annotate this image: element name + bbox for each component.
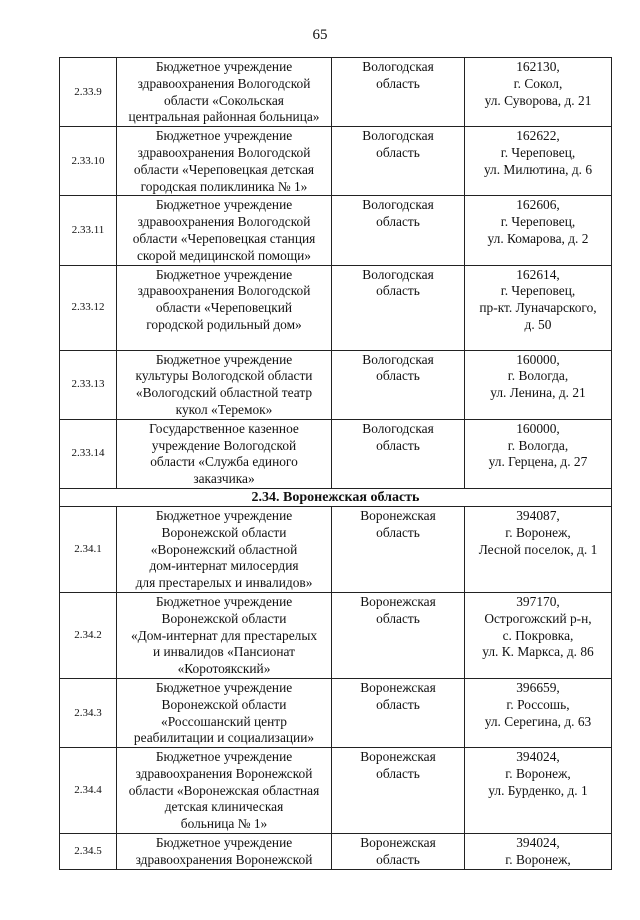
institution-name-line: Бюджетное учреждение — [155, 351, 293, 367]
table-row — [60, 350, 612, 419]
institution-name-line: здравоохранения Вологодской — [137, 144, 311, 160]
institution-name-line: области «Служба единого — [150, 454, 298, 470]
region-name-cell — [332, 834, 465, 870]
institution-name-line: области «Сокольская — [164, 92, 284, 108]
region-name-line: область — [376, 437, 420, 453]
address-line: г. Воронеж, — [505, 851, 571, 867]
region-name-line: область — [376, 75, 420, 91]
institution-name-line: области «Череповецкая детская — [133, 161, 315, 177]
region-name-cell — [332, 350, 465, 419]
institution-name-line: Бюджетное учреждение — [155, 679, 293, 695]
region-name-line: область — [376, 696, 420, 712]
institution-name-cell — [117, 265, 332, 350]
region-name-line: Воронежская — [360, 507, 436, 523]
institution-name-line: больница № 1» — [180, 816, 268, 832]
institution-name-cell — [117, 748, 332, 834]
section-header-row — [60, 488, 612, 506]
address-line: 394087, — [516, 507, 560, 523]
row-number: 2.33.11 — [60, 196, 117, 265]
address-line: ул. Милютина, д. 6 — [483, 161, 593, 177]
table-row — [60, 506, 612, 592]
address-cell — [465, 506, 612, 592]
institution-name-line: реабилитации и социализации» — [133, 730, 315, 746]
address-cell — [465, 748, 612, 834]
institution-name-line: «Россошанский центр — [161, 713, 287, 729]
table-row — [60, 265, 612, 350]
institution-name-line: здравоохранения Воронежской — [135, 851, 313, 867]
institution-name-line: центральная районная больница» — [128, 109, 320, 125]
address-cell — [465, 678, 612, 747]
address-line: г. Череповец, — [500, 214, 576, 230]
address-line: 396659, — [516, 679, 560, 695]
row-number: 2.34.4 — [60, 748, 117, 834]
institution-name-line: Воронежской области — [161, 610, 287, 626]
region-name-cell — [332, 678, 465, 747]
address-cell — [465, 834, 612, 870]
table-row — [60, 748, 612, 834]
institution-name-line: «Дом-интернат для престарелых — [130, 627, 318, 643]
region-name-cell — [332, 265, 465, 350]
institution-name-line: области «Воронежская областная — [128, 782, 320, 798]
institution-name-line: «Коротоякский» — [177, 661, 271, 677]
region-name-cell — [332, 592, 465, 678]
address-line: ул. Ленина, д. 21 — [490, 385, 586, 401]
address-line: 397170, — [516, 593, 560, 609]
row-number: 2.33.9 — [60, 58, 117, 127]
institution-name-line: городская поликлиника № 1» — [140, 178, 308, 194]
region-name-line: Вологодская — [362, 128, 434, 144]
region-name-line: Вологодская — [362, 266, 434, 282]
table-row — [60, 592, 612, 678]
institution-name-cell — [117, 127, 332, 196]
institution-name-line: здравоохранения Вологодской — [137, 214, 311, 230]
institution-name-line: области «Череповецкий — [155, 300, 293, 316]
institution-name-line: культуры Вологодской области — [135, 368, 313, 384]
institution-name-line: скорой медицинской помощи» — [136, 247, 311, 263]
region-name-line: область — [376, 283, 420, 299]
region-name-line: Вологодская — [362, 420, 434, 436]
address-line: 162614, — [516, 266, 560, 282]
address-line: 162606, — [516, 197, 560, 213]
institution-name-line: области «Череповецкая станция — [132, 230, 316, 246]
address-cell — [465, 592, 612, 678]
institution-name-line: Государственное казенное — [149, 420, 299, 436]
institution-name-line: Воронежской области — [161, 524, 287, 540]
region-name-line: область — [376, 214, 420, 230]
region-name-line: область — [376, 765, 420, 781]
region-name-line: область — [376, 144, 420, 160]
institution-name-line: и инвалидов «Пансионат — [153, 644, 295, 660]
address-line: 394024, — [516, 835, 560, 851]
region-name-line: область — [376, 368, 420, 384]
address-line: 160000, — [516, 420, 560, 436]
address-line: ул. Суворова, д. 21 — [484, 92, 592, 108]
address-line: д. 50 — [524, 316, 552, 332]
address-line: г. Вологда, — [507, 437, 569, 453]
row-number: 2.33.14 — [60, 419, 117, 488]
address-cell — [465, 196, 612, 265]
address-cell — [465, 127, 612, 196]
row-number: 2.33.12 — [60, 265, 117, 350]
table-row — [60, 196, 612, 265]
institution-name-cell — [117, 196, 332, 265]
address-line: 160000, — [516, 351, 560, 367]
region-name-cell — [332, 419, 465, 488]
address-line: 162130, — [516, 59, 560, 74]
address-line: г. Россошь, — [506, 696, 570, 712]
row-number: 2.34.2 — [60, 592, 117, 678]
institution-name-line: здравоохранения Вологодской — [137, 283, 311, 299]
institution-name-line: Бюджетное учреждение — [155, 749, 293, 765]
address-line: ул. Комарова, д. 2 — [487, 230, 589, 246]
institution-name-line: Бюджетное учреждение — [155, 128, 293, 144]
institution-name-line: учреждение Вологодской — [151, 437, 297, 453]
institution-name-line: Воронежской области — [161, 696, 287, 712]
region-name-line: Воронежская — [360, 749, 436, 765]
institution-name-line: «Воронежский областной — [150, 541, 298, 557]
address-line: 162622, — [516, 128, 560, 144]
institution-name-cell — [117, 419, 332, 488]
address-cell — [465, 265, 612, 350]
institution-name-line: городской родильный дом» — [146, 316, 302, 332]
region-name-line: Вологодская — [362, 351, 434, 367]
region-name-line: Воронежская — [360, 679, 436, 695]
row-number: 2.33.10 — [60, 127, 117, 196]
institution-name-line: Бюджетное учреждение — [155, 59, 293, 74]
row-number: 2.33.13 — [60, 350, 117, 419]
address-line: с. Покровка, — [502, 627, 574, 643]
institution-name-line: Бюджетное учреждение — [155, 593, 293, 609]
address-line: ул. К. Маркса, д. 86 — [482, 644, 594, 660]
region-name-line: Вологодская — [362, 59, 434, 74]
institution-name-cell — [117, 834, 332, 870]
institution-name-line: здравоохранения Воронежской — [135, 765, 313, 781]
institution-name-line: дом-интернат милосердия — [149, 558, 299, 574]
address-line: г. Сокол, — [513, 75, 563, 91]
institution-name-cell — [117, 592, 332, 678]
institution-name-cell — [117, 506, 332, 592]
address-line: ул. Серегина, д. 63 — [484, 713, 592, 729]
region-name-cell — [332, 196, 465, 265]
table-row — [60, 58, 612, 127]
institution-name-cell — [117, 678, 332, 747]
institution-name-line: детская клиническая — [164, 799, 284, 815]
institution-name-cell — [117, 350, 332, 419]
institution-name-cell — [117, 58, 332, 127]
address-line: пр-кт. Луначарского, — [479, 300, 597, 316]
address-line: Лесной поселок, д. 1 — [478, 541, 598, 557]
region-name-line: область — [376, 610, 420, 626]
page-number: 65 — [312, 27, 328, 43]
region-name-line: Воронежская — [360, 835, 436, 851]
institution-name-line: Бюджетное учреждение — [155, 507, 293, 523]
region-name-cell — [332, 506, 465, 592]
region-name-line: Вологодская — [362, 197, 434, 213]
region-name-cell — [332, 58, 465, 127]
region-name-line: область — [376, 524, 420, 540]
table-row — [60, 678, 612, 747]
institution-name-line: Бюджетное учреждение — [155, 197, 293, 213]
address-line: г. Воронеж, — [505, 765, 571, 781]
institution-name-line: Бюджетное учреждение — [155, 266, 293, 282]
address-line: г. Воронеж, — [505, 524, 571, 540]
institution-name-line: «Вологодский областной театр — [135, 385, 313, 401]
institution-name-line: кукол «Теремок» — [175, 401, 273, 417]
institutions-table — [59, 57, 612, 870]
region-name-line: Воронежская — [360, 593, 436, 609]
address-line: г. Вологда, — [507, 368, 569, 384]
table-row — [60, 834, 612, 870]
address-line: 394024, — [516, 749, 560, 765]
address-cell — [465, 350, 612, 419]
region-name-cell — [332, 127, 465, 196]
section-title: 2.34. Воронежская область — [60, 488, 612, 506]
institution-name-line: здравоохранения Вологодской — [137, 75, 311, 91]
institution-name-line: для престарелых и инвалидов» — [135, 575, 313, 591]
address-line: Острогожский р-н, — [484, 610, 592, 626]
region-name-line: область — [376, 851, 420, 867]
row-number: 2.34.1 — [60, 506, 117, 592]
region-name-cell — [332, 748, 465, 834]
institution-name-line: Бюджетное учреждение — [155, 835, 293, 851]
address-cell — [465, 58, 612, 127]
row-number: 2.34.5 — [60, 834, 117, 870]
row-number: 2.34.3 — [60, 678, 117, 747]
table-row — [60, 419, 612, 488]
table-row — [60, 127, 612, 196]
institution-name-line: заказчика» — [193, 471, 255, 487]
address-cell — [465, 419, 612, 488]
address-line: г. Череповец, — [500, 144, 576, 160]
address-line: г. Череповец, — [500, 283, 576, 299]
address-line: ул. Бурденко, д. 1 — [488, 782, 588, 798]
address-line: ул. Герцена, д. 27 — [488, 454, 588, 470]
